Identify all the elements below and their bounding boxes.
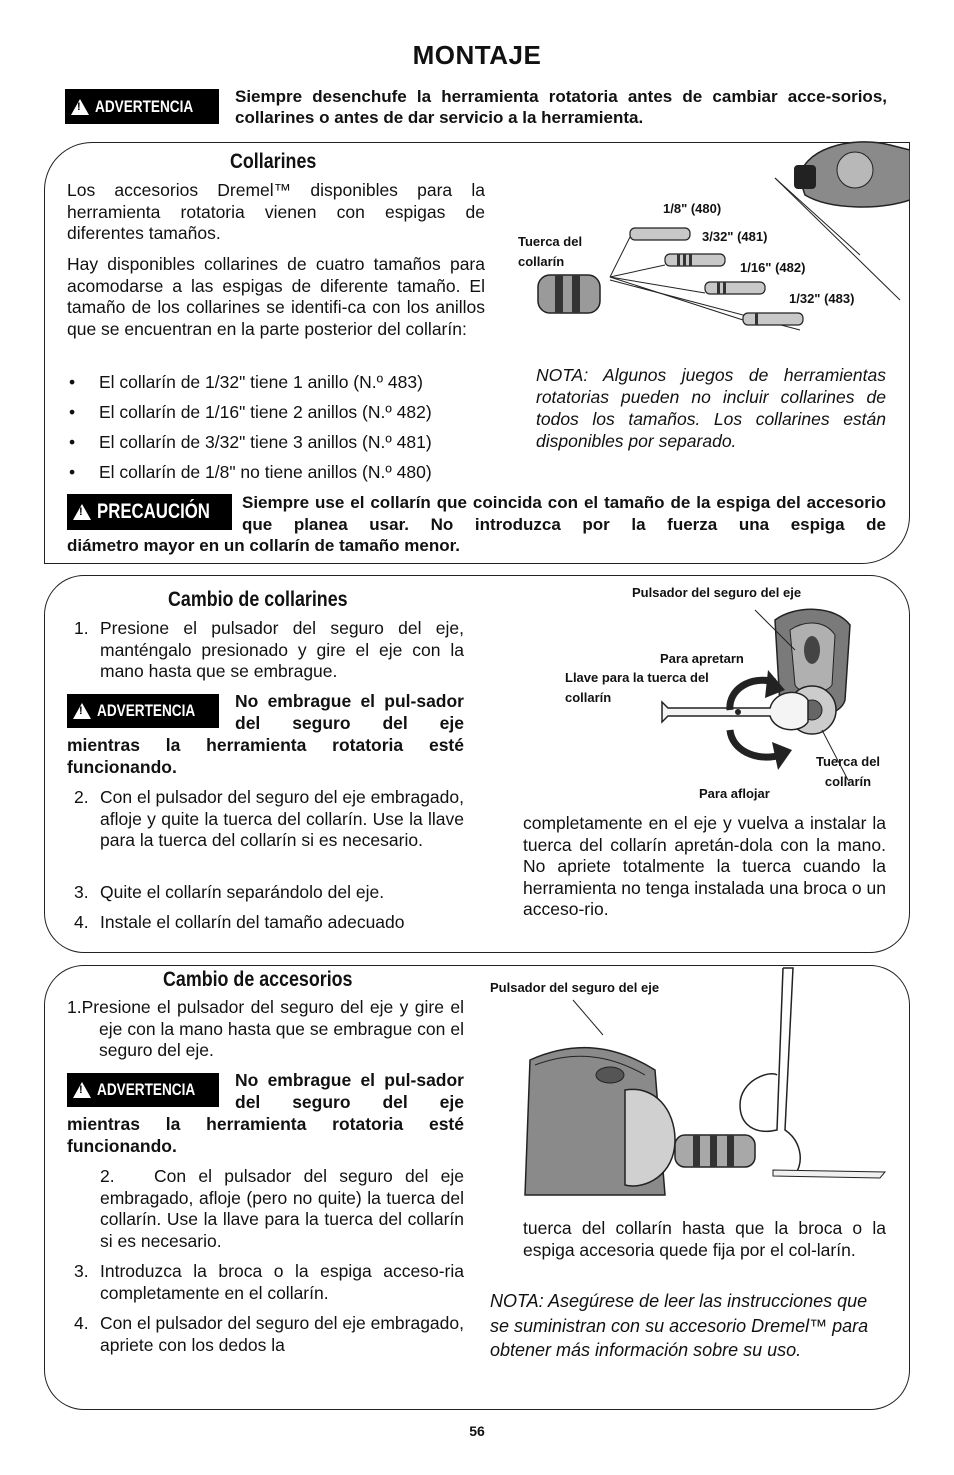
collarines-paragraph-2: Hay disponibles collarines de cuatro tamaños para acomodarse a las espigas de diferente tamaño. El tamaño de los collarines se identifi-ca con los anillos que se encuentran en la parte posterior del collarín:	[67, 254, 485, 339]
step-4: 4. Instale el collarín del tamaño adecuado	[74, 912, 405, 932]
list-item: • El collarín de 1/16" tiene 2 anillos (N.º 482)	[67, 397, 497, 427]
cambio-collarines-heading: Cambio de collarines	[168, 588, 348, 611]
step-1	[67, 997, 464, 1062]
warning-text-continued: mientras la herramienta rotatoria esté funcionando.	[67, 735, 464, 777]
step-3: 3. Quite el collarín separándolo del eje.	[74, 882, 385, 902]
list-item: • El collarín de 1/8" no tiene anillos (N.º 480)	[67, 457, 497, 487]
spindle-lock-label: Pulsador del seguro del eje	[632, 585, 802, 600]
collet-481-label: 3/32" (481)	[702, 229, 768, 244]
step-4-text: Instale el collarín del tamaño adecuado	[100, 912, 405, 932]
loosen-label: Para aflojar	[699, 786, 770, 801]
warning-text: No embrague el pul-sador del seguro del eje	[235, 1070, 464, 1112]
collet-482-label: 1/16" (482)	[740, 260, 806, 275]
step-4: 4. Con el pulsador del seguro del eje embragado, apriete con los dedos la	[74, 1313, 464, 1355]
warning-badge-label: ADVERTENCIA	[97, 1080, 196, 1099]
warning-icon	[71, 99, 89, 115]
step-1-text: 1.Presione el pulsador del seguro del eje y gire el eje con la mano hasta que se embrague con el seguro del eje.	[67, 997, 464, 1060]
page-title: MONTAJE	[412, 40, 542, 70]
accesorios-note: NOTA: Asegúrese de leer las instrucciones que se suministran con su accesorio Dremel™ para obtener más información sobre su uso.	[490, 1291, 869, 1360]
step-3-text: Quite el collarín separándolo del eje.	[100, 882, 385, 902]
step-2: 2. Con el pulsador del seguro del eje embragado, afloje (pero no quite) la tuerca del collarín. Use la llave para la tuerca del collarín si es necesario.	[100, 1166, 464, 1251]
nut-label: Tuerca del collarín	[815, 754, 881, 789]
warning-icon	[73, 1082, 91, 1098]
warning-text-continued: mientras la herramienta rotatoria esté funcionando.	[67, 1114, 464, 1156]
step-4-continued: completamente en el eje y vuelva a instalar la tuerca del collarín apretán-dola con la mano. No apriete totalmente la tuerca cuando la herramienta no tenga instalada una broca o un acceso-rio.	[523, 813, 886, 919]
warning-badge	[67, 1073, 219, 1107]
warning-badge-label: ADVERTENCIA	[97, 701, 196, 720]
collet-480-label: 1/8" (480)	[663, 201, 722, 216]
accessory-change-illustration	[515, 960, 895, 1210]
step-2: 2. Con el pulsador del seguro del eje embragado, afloje y quite la tuerca del collarín. Use la llave para la tuerca del collarín si es necesario.	[74, 787, 464, 850]
step-2-text: Con el pulsador del seguro del eje embragado, afloje y quite la tuerca del collarín. Use la llave para la tuerca del collarín si es necesario.	[100, 787, 464, 850]
caution-text-continued: diámetro mayor en un collarín de tamaño menor.	[67, 536, 460, 555]
page-number: 56	[469, 1423, 485, 1439]
collarines-heading: Collarines	[230, 150, 317, 173]
spindle-lock-label: Pulsador del seguro del eje	[490, 980, 660, 995]
collarines-note: NOTA: Algunos juegos de herramientas rotatorias pueden no incluir collarines de todos los tamaños. Los collarines están disponibles por separado.	[536, 365, 886, 451]
step-1: 1. Presione el pulsador del seguro del eje, manténgalo presionado y gire el eje con la mano hasta que se embrague.	[74, 618, 464, 681]
warning-icon	[73, 703, 91, 719]
caution-badge	[67, 494, 232, 530]
step-4-continued: tuerca del collarín hasta que la broca o la espiga accesoria quede fija por el col-larín.	[523, 1218, 886, 1260]
wrench-label: Llave para la tuerca del collarín	[565, 670, 709, 705]
warning-badge	[65, 89, 219, 124]
top-warning-text: Siempre desenchufe la herramienta rotatoria antes de cambiar acce-sorios, collarines o antes de dar servicio a la herramienta.	[235, 87, 887, 127]
list-item: • El collarín de 3/32" tiene 3 anillos (N.º 481)	[67, 427, 497, 457]
list-item: • El collarín de 1/32" tiene 1 anillo (N.º 483)	[67, 367, 497, 397]
step-4-text: Con el pulsador del seguro del eje embragado, apriete con los dedos la	[100, 1313, 464, 1355]
collarines-paragraph-1: Los accesorios Dremel™ disponibles para la herramienta rotatoria vienen con espigas de diferentes tamaños.	[67, 180, 485, 243]
warning-badge	[67, 694, 219, 728]
tighten-label: Para apretarn	[660, 651, 744, 666]
warning-text: No embrague el pul-sador del seguro del eje	[235, 691, 464, 733]
step-3: 3. Introduzca la broca o la espiga acceso-ria completamente en el collarín.	[74, 1261, 464, 1303]
step-2-text: Con el pulsador del seguro del eje embragado, afloje (pero no quite) la tuerca del collarín. Use la llave para la tuerca del collarín si es necesario.	[100, 1166, 464, 1251]
caution-text: Siempre use el collarín que coincida con el tamaño de la espiga del accesorio que planea usar. No introduzca por la fuerza una espiga de	[242, 493, 886, 534]
cambio-accesorios-heading: Cambio de accesorios	[163, 968, 353, 991]
step-1-text: Presione el pulsador del seguro del eje, manténgalo presionado y gire el eje con la mano hasta que se embrague.	[100, 618, 464, 681]
nut-label: Tuerca del collarín	[518, 234, 583, 269]
caution-badge-label: PRECAUCIÓN	[97, 500, 210, 523]
collarines-bullet-list	[67, 367, 497, 487]
warning-icon	[73, 504, 91, 520]
warning-badge-label: ADVERTENCIA	[95, 96, 194, 116]
collet-483-label: 1/32" (483)	[789, 291, 855, 306]
step-3-text: Introduzca la broca o la espiga acceso-ria completamente en el collarín.	[100, 1261, 464, 1303]
